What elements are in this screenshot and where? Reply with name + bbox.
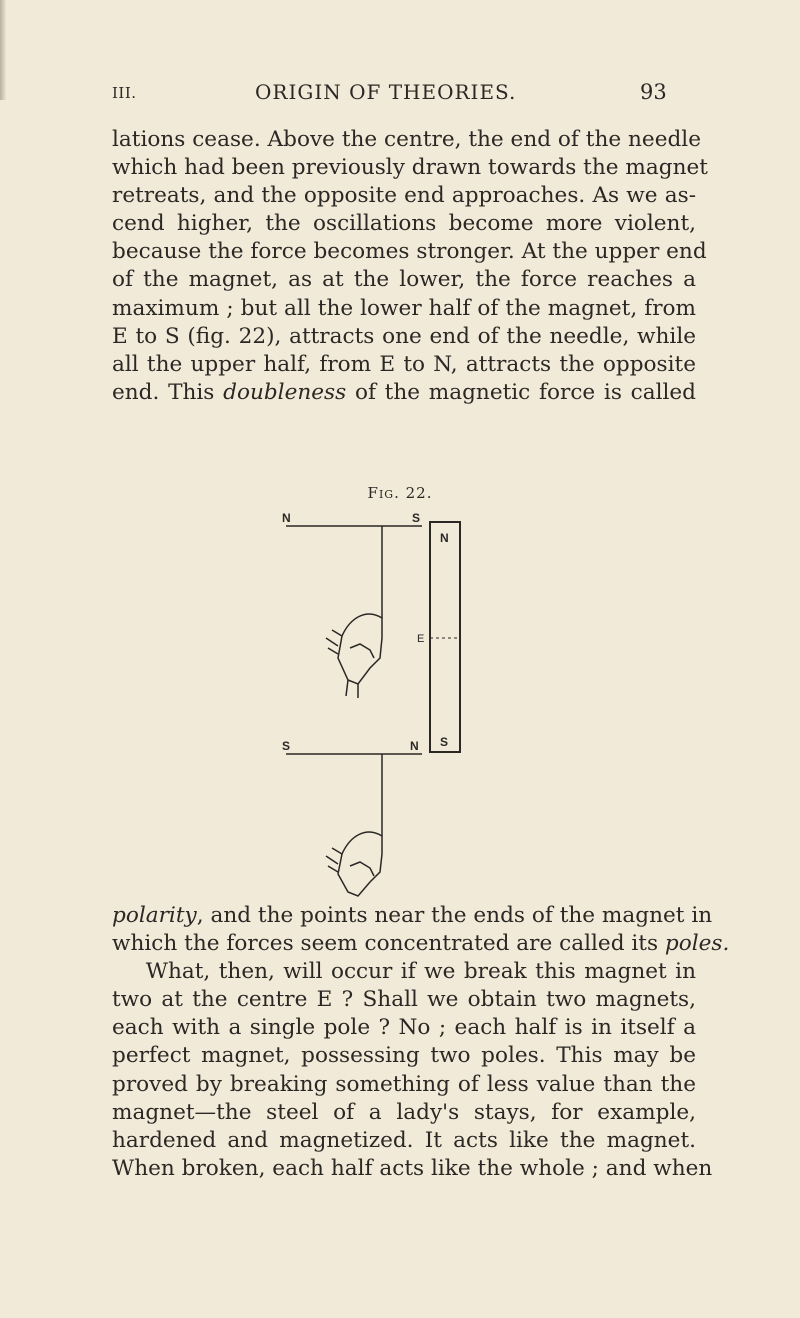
text-run: end. This	[112, 379, 224, 405]
text-run: which the forces seem concentrated are called its	[112, 931, 665, 957]
page-number: 93	[640, 80, 667, 104]
text-line: retreats, and the opposite end approaches. As we as-	[112, 183, 696, 209]
label-bottom-right: N	[410, 739, 419, 753]
text-line: two at the centre E ? Shall we obtain two magnets,	[112, 987, 696, 1013]
text-line: which had been previously drawn towards the magnet	[112, 155, 708, 181]
label-centre: E	[417, 633, 425, 645]
running-header	[0, 80, 800, 110]
emphasis-poles: poles.	[664, 931, 730, 957]
label-top-right: S	[412, 511, 421, 525]
text-line: lations cease. Above the centre, the end of the needle	[112, 127, 701, 152]
figure-caption: Fig. 22.	[367, 484, 433, 502]
text-line: each with a single pole ? No ; each half is in itself a	[112, 1015, 696, 1041]
label-bottom-left: S	[282, 739, 291, 753]
text-line: all the upper half, from E to N, attracts the opposite	[112, 351, 696, 377]
chapter-number: III.	[112, 84, 137, 102]
text-line: perfect magnet, possessing two poles. This may be	[112, 1043, 696, 1069]
text-line: cend higher, the oscillations become more violent,	[112, 211, 696, 237]
text-line: What, then, will occur if we break this magnet in	[112, 959, 696, 985]
paragraph-2	[112, 902, 730, 1183]
bar-magnet	[430, 522, 460, 752]
text-line: of the magnet, as at the lower, the force reaches a	[112, 267, 696, 293]
paragraph-1	[112, 126, 708, 407]
emphasis-doubleness: doubleness	[223, 379, 347, 405]
text-line: hardened and magnetized. It acts like the magnet.	[112, 1127, 696, 1153]
label-bar-top: N	[440, 531, 449, 545]
text-line: E to S (fig. 22), attracts one end of the needle, while	[112, 323, 696, 349]
text-line	[112, 930, 730, 958]
lower-hand-icon	[326, 832, 382, 896]
running-title: ORIGIN OF THEORIES.	[255, 80, 517, 104]
text-run: of the magnetic force is called	[346, 379, 696, 405]
text-line: because the force becomes stronger. At the upper end	[112, 239, 707, 265]
text-line: magnet—the steel of a lady's stays, for example,	[112, 1099, 696, 1125]
text-line: proved by breaking something of less value than the	[112, 1071, 696, 1097]
text-line: maximum ; but all the lower half of the magnet, from	[112, 295, 696, 321]
text-line: When broken, each half acts like the whole ; and when	[112, 1155, 713, 1181]
text-run: , and the points near the ends of the magnet in	[196, 903, 713, 928]
label-top-left: N	[282, 511, 291, 525]
emphasis-polarity: polarity	[112, 903, 197, 928]
figure-22-magnet-diagram	[270, 508, 480, 898]
text-line	[112, 379, 696, 407]
label-bar-bottom: S	[440, 735, 449, 749]
upper-hand-icon	[326, 614, 382, 698]
text-line	[112, 902, 713, 930]
